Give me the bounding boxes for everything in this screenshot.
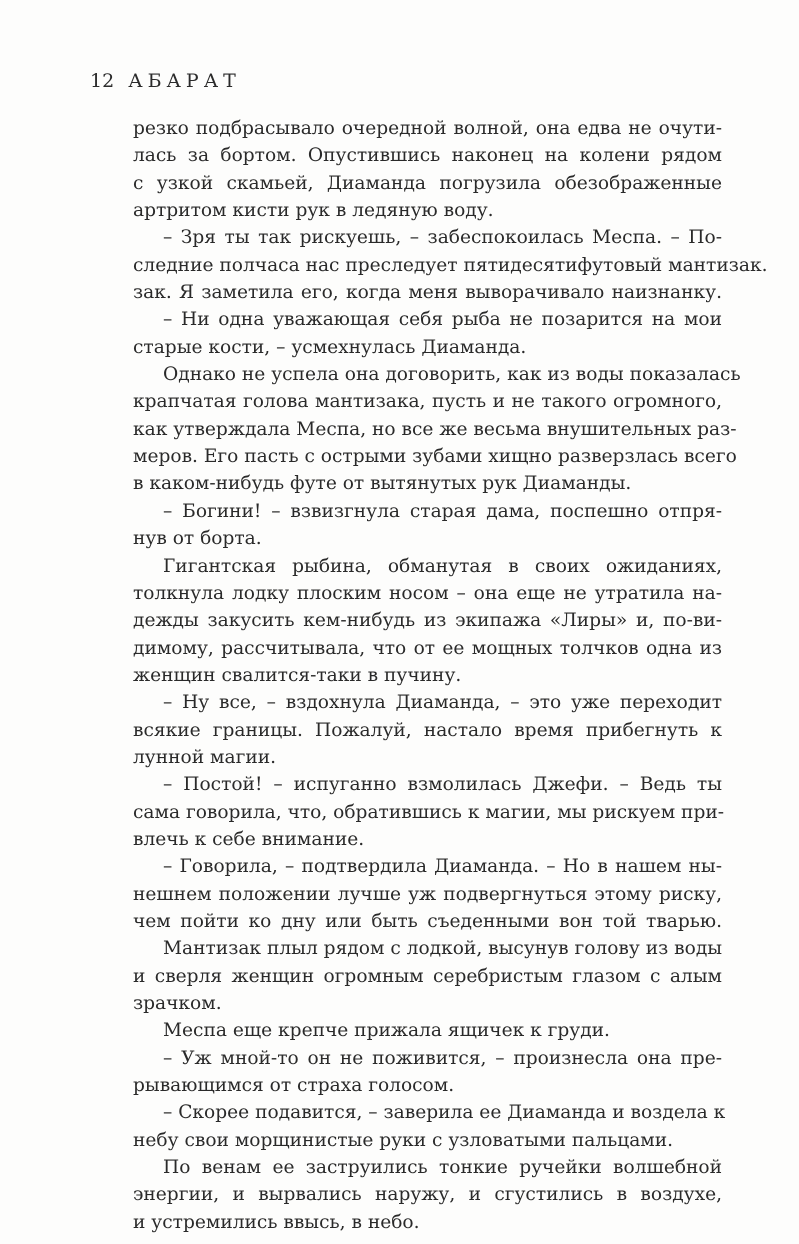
text-line: как утверждала Меспа, но все же весьма внушительных раз- <box>133 418 737 440</box>
text-line: с узкой скамьей, Диаманда погрузила обезображенные <box>133 172 722 194</box>
text-line: – Постой! – испуганно взмолилась Джефи. – Ведь ты <box>163 774 722 796</box>
text-line: Гигантская рыбина, обманутая в своих ожиданиях, <box>163 555 722 577</box>
body-text <box>133 115 768 1236</box>
text-line: женщин свалится-таки в пучину. <box>133 664 462 686</box>
text-line: крапчатая голова мантизака, пусть и не такого огромного, <box>133 391 722 413</box>
text-line: Мантизак плыл рядом с лодкой, высунув голову из воды <box>163 938 723 960</box>
text-line: Однако не успела она договорить, как из воды показалась <box>163 364 741 386</box>
text-line: – Зря ты так рискуешь, – забеспокоилась Меспа. – По- <box>163 227 722 249</box>
text-line: дежды закусить кем-нибудь из экипажа «Лиры» и, по-ви- <box>133 610 722 632</box>
text-line: всякие границы. Пожалуй, настало время прибегнуть к <box>133 719 722 741</box>
text-line: – Скорее подавится, – заверила ее Диаманда и воздела к <box>163 1102 726 1124</box>
text-line: следние полчаса нас преследует пятидесятифутовый мантизак. <box>133 254 768 276</box>
text-line: нешнем положении лучше уж подвергнуться этому риску, <box>133 883 722 905</box>
text-line: резко подбрасывало очередной волной, она едва не очути- <box>133 118 722 139</box>
text-line: небу свои морщинистые руки с узловатыми пальцами. <box>133 1129 674 1151</box>
text-line: – Богини! – взвизгнула старая дама, поспешно отпря- <box>163 500 722 522</box>
text-line: По венам ее заструились тонкие ручейки волшебной <box>163 1157 722 1179</box>
text-line: рывающимся от страха голосом. <box>133 1075 455 1097</box>
text-line: – Ну все, – вздохнула Диаманда, – это уже переходит <box>163 692 722 714</box>
text-line: толкнула лодку плоским носом – она еще не утратила на- <box>133 582 722 604</box>
text-line: влечь к себе внимание. <box>133 828 365 850</box>
text-line: зак. Я заметила его, когда меня выворачивало наизнанку. <box>133 282 722 304</box>
text-line: лась за бортом. Опустившись наконец на колени рядом <box>133 145 722 167</box>
text-line: – Ни одна уважающая себя рыба не позарится на мои <box>163 309 722 331</box>
text-line: димому, рассчитывала, что от ее мощных толчков одна из <box>133 637 722 659</box>
text-line: старые кости, – усмехнулась Диаманда. <box>133 336 527 358</box>
text-line: – Говорила, – подтвердила Диаманда. – Но в нашем ны- <box>163 856 722 878</box>
text-line: – Уж мной-то он не поживится, – произнесла она пре- <box>163 1047 722 1069</box>
text-line: и сверля женщин огромным серебристым глазом с алым <box>133 965 722 987</box>
text-line: и устремились ввысь, в небо. <box>133 1211 420 1233</box>
running-head <box>90 70 241 92</box>
text-line: сама говорила, что, обратившись к магии, мы рискуем при- <box>133 801 725 823</box>
text-line: артритом кисти рук в ледяную воду. <box>133 200 494 222</box>
text-line: чем пойти ко дну или быть съеденными вон той тварью. <box>133 910 722 932</box>
text-line: зрачком. <box>133 993 222 1014</box>
book-title: АБАРАТ <box>128 70 241 92</box>
text-line: лунной магии. <box>133 746 277 768</box>
page-number: 12 <box>90 70 115 92</box>
text-line: меров. Его пасть с острыми зубами хищно разверзлась всего <box>133 446 737 468</box>
text-line: Меспа еще крепче прижала ящичек к груди. <box>163 1020 610 1042</box>
text-line: в каком-нибудь футе от вытянутых рук Диаманды. <box>133 473 632 495</box>
text-line: энергии, и вырвались наружу, и сгустились в воздухе, <box>133 1184 722 1206</box>
text-line: нув от борта. <box>133 528 262 550</box>
